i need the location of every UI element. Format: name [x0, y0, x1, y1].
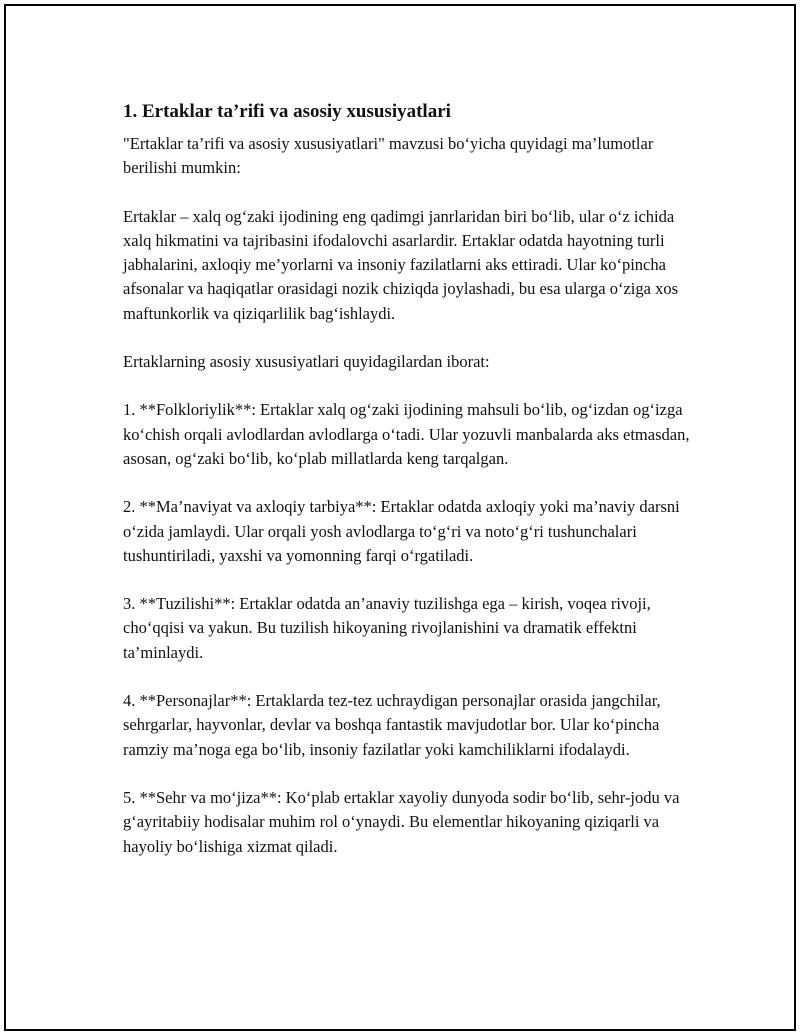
- feature-manaviyat: 2. **Ma’naviyat va axloqiy tarbiya**: Ertaklar odatda axloqiy yoki ma’naviy darsni o‘zida jamlaydi. Ular orqali yosh avlodlarga to‘g‘ri va noto‘g‘ri tushunchalari tushuntiriladi, yaxshi va yomonning farqi o‘rgatiladi.: [123, 497, 680, 565]
- feature-tuzilishi: 3. **Tuzilishi**: Ertaklar odatda an’anaviy tuzilishga ega – kirish, voqea rivoji, cho‘qqisi va yakun. Bu tuzilish hikoyaning rivojlanishini va dramatik effektni ta’minlaydi.: [123, 594, 651, 662]
- feature-sehr-mojiza: 5. **Sehr va mo‘jiza**: Ko‘plab ertaklar xayoliy dunyoda sodir bo‘lib, sehr-jodu va g‘ayritabiiy hodisalar muhim rol o‘ynaydi. Bu elementlar hikoyaning qiziqarli va hayoliy bo‘lishiga xizmat qiladi.: [123, 787, 680, 856]
- section-heading: 1. Ertaklar ta’rifi va asosiy xususiyatlari: [123, 101, 451, 122]
- feature-folkloriylik: 1. **Folkloriylik**: Ertaklar xalq og‘zaki ijodining mahsuli bo‘lib, og‘izdan og‘izga ko‘chish orqali avlodlardan avlodlarga o‘tadi. Ular yozuvli manbalarda aks etmasdan, asosan, og‘zaki bo‘lib, ko‘plab millatlarda keng tarqalgan.: [123, 400, 690, 468]
- feature-personajlar: 4. **Personajlar**: Ertaklarda tez-tez uchraydigan personajlar orasida jangchilar, sehrgarlar, hayvonlar, devlar va boshqa fantastik mavjudotlar bor. Ular ko‘pincha ramziy ma’noga ega bo‘lib, insoniy fazilatlar yoki kamchiliklarni ifodalaydi.: [123, 691, 661, 759]
- features-intro-paragraph: Ertaklarning asosiy xususiyatlari quyidagilardan iborat:: [123, 352, 490, 372]
- document-body: [123, 99, 691, 883]
- page-border: [4, 4, 796, 1031]
- intro-paragraph: "Ertaklar ta’rifi va asosiy xususiyatlari" mavzusi bo‘yicha quyidagi ma’lumotlar berilishi mumkin:: [123, 134, 654, 178]
- definition-paragraph: Ertaklar – xalq og‘zaki ijodining eng qadimgi janrlaridan biri bo‘lib, ular o‘z ichida xalq hikmatini va tajribasini ifodalovchi asarlardir. Ertaklar odatda hayotning turli jabhalarini, axloqiy me’yorlarni va insoniy fazilatlarni aks ettiradi. Ular ko‘pincha afsonalar va haqiqatlar orasidagi nozik chiziqda joylashadi, bu esa ularga o‘ziga xos maftunkorlik va qiziqarlilik bag‘ishlaydi.: [123, 206, 678, 323]
